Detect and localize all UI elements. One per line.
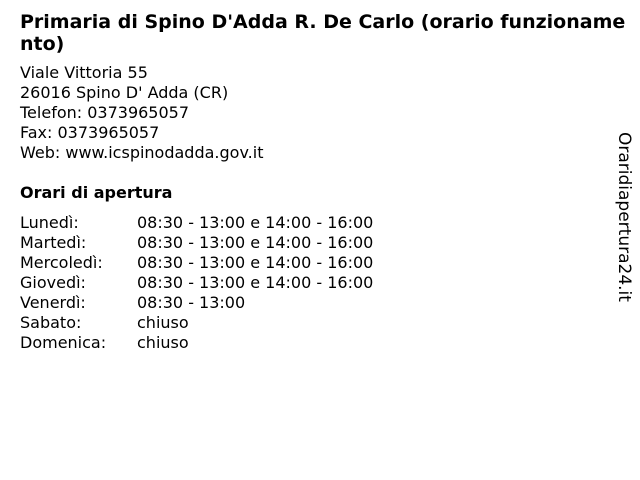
phone-number: Telefon: 0373965057 bbox=[20, 103, 190, 122]
page-title: Primaria di Spino D'Adda R. De Carlo (orario funzionamento) bbox=[20, 11, 626, 55]
address-block bbox=[20, 63, 263, 163]
time-value: 08:30 - 13:00 e 14:00 - 16:00 bbox=[137, 253, 374, 272]
time-value: chiuso bbox=[137, 333, 189, 352]
day-label: Mercoledì: bbox=[20, 253, 103, 272]
street-address: Viale Vittoria 55 bbox=[20, 63, 148, 82]
day-label: Venerdì: bbox=[20, 293, 86, 312]
city-address: 26016 Spino D' Adda (CR) bbox=[20, 83, 229, 102]
fax-number: Fax: 0373965057 bbox=[20, 123, 160, 142]
brand-watermark: Oraridiapertura24.it bbox=[614, 132, 634, 302]
website: Web: www.icspinodadda.gov.it bbox=[20, 143, 264, 162]
day-label: Sabato: bbox=[20, 313, 82, 332]
time-value: 08:30 - 13:00 e 14:00 - 16:00 bbox=[137, 273, 374, 292]
day-label: Domenica: bbox=[20, 333, 107, 352]
day-label: Giovedì: bbox=[20, 273, 86, 292]
time-value: chiuso bbox=[137, 313, 189, 332]
time-value: 08:30 - 13:00 e 14:00 - 16:00 bbox=[137, 233, 374, 252]
day-label: Martedì: bbox=[20, 233, 87, 252]
day-label: Lunedì: bbox=[20, 213, 79, 232]
time-value: 08:30 - 13:00 bbox=[137, 293, 246, 312]
hours-heading: Orari di apertura bbox=[20, 183, 173, 202]
time-value: 08:30 - 13:00 e 14:00 - 16:00 bbox=[137, 213, 374, 232]
